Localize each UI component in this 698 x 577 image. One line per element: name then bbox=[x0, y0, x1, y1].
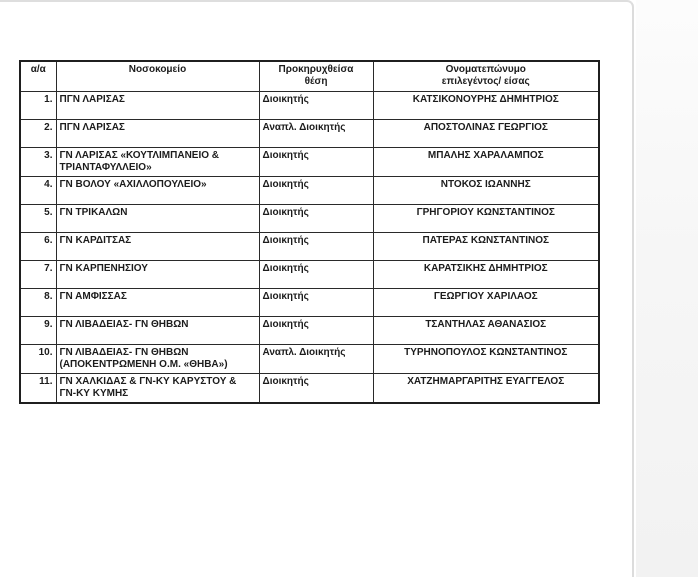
position-cell: Διοικητής bbox=[259, 204, 373, 232]
table-row bbox=[20, 373, 599, 403]
row-number-cell: 5. bbox=[20, 204, 56, 232]
row-number-cell: 10. bbox=[20, 344, 56, 373]
name-cell: ΑΠΟΣΤΟΛΙΝΑΣ ΓΕΩΡΓΙΟΣ bbox=[373, 119, 599, 147]
hospital-cell: ΓΝ ΤΡΙΚΑΛΩΝ bbox=[56, 204, 259, 232]
header-index-label: α/α bbox=[30, 64, 46, 75]
position-cell: Διοικητής bbox=[259, 260, 373, 288]
row-number-cell: 9. bbox=[20, 316, 56, 344]
name-cell: ΝΤΟΚΟΣ ΙΩΑΝΝΗΣ bbox=[373, 176, 599, 204]
hospital-cell: ΓΝ ΚΑΡΔΙΤΣΑΣ bbox=[56, 232, 259, 260]
table-row bbox=[20, 316, 599, 344]
header-cell-position: Προκηρυχθείσα θέση bbox=[259, 61, 373, 91]
name-cell: ΚΑΡΑΤΣΙΚΗΣ ΔΗΜΗΤΡΙΟΣ bbox=[373, 260, 599, 288]
table-row bbox=[20, 91, 599, 119]
row-number-cell: 6. bbox=[20, 232, 56, 260]
header-name-label: Ονοματεπώνυμο bbox=[445, 64, 526, 75]
name-cell: ΚΑΤΣΙΚΟΝΟΥΡΗΣ ΔΗΜΗΤΡΙΟΣ bbox=[373, 91, 599, 119]
hospital-cell: ΠΓΝ ΛΑΡΙΣΑΣ bbox=[56, 119, 259, 147]
table-header-row bbox=[20, 61, 599, 91]
name-cell: ΤΣΑΝΤΗΛΑΣ ΑΘΑΝΑΣΙΟΣ bbox=[373, 316, 599, 344]
position-cell: Διοικητής bbox=[259, 147, 373, 176]
hospital-cell: ΓΝ ΛΙΒΑΔΕΙΑΣ- ΓΝ ΘΗΒΩΝ bbox=[56, 316, 259, 344]
row-number-cell: 2. bbox=[20, 119, 56, 147]
name-cell: ΠΑΤΕΡΑΣ ΚΩΝΣΤΑΝΤΙΝΟΣ bbox=[373, 232, 599, 260]
table-row bbox=[20, 119, 599, 147]
name-cell: ΓΕΩΡΓΙΟΥ ΧΑΡΙΛΑΟΣ bbox=[373, 288, 599, 316]
position-cell: Διοικητής bbox=[259, 316, 373, 344]
name-cell: ΤΥΡΗΝΟΠΟΥΛΟΣ ΚΩΝΣΤΑΝΤΙΝΟΣ bbox=[373, 344, 599, 373]
row-number-cell: 11. bbox=[20, 373, 56, 403]
hospital-cell: ΠΓΝ ΛΑΡΙΣΑΣ bbox=[56, 91, 259, 119]
name-cell: ΧΑΤΖΗΜΑΡΓΑΡΙΤΗΣ ΕΥΑΓΓΕΛΟΣ bbox=[373, 373, 599, 403]
position-cell: Αναπλ. Διοικητής bbox=[259, 119, 373, 147]
hospital-cell: ΓΝ ΧΑΛΚΙΔΑΣ & ΓΝ-ΚΥ ΚΑΡΥΣΤΟΥ & ΓΝ-ΚΥ ΚΥΜΗΣ bbox=[56, 373, 259, 403]
header-hospital-label: Νοσοκομείο bbox=[128, 64, 187, 75]
table-row bbox=[20, 288, 599, 316]
row-number-cell: 1. bbox=[20, 91, 56, 119]
row-number-cell: 7. bbox=[20, 260, 56, 288]
hospital-cell: ΓΝ ΛΙΒΑΔΕΙΑΣ- ΓΝ ΘΗΒΩΝ (ΑΠΟΚΕΝΤΡΩΜΕΝΗ Ο.Μ. «ΘΗΒΑ») bbox=[56, 344, 259, 373]
table-row bbox=[20, 176, 599, 204]
hospital-cell: ΓΝ ΚΑΡΠΕΝΗΣΙΟΥ bbox=[56, 260, 259, 288]
appointments-table bbox=[19, 60, 600, 404]
table-row bbox=[20, 344, 599, 373]
hospital-cell: ΓΝ ΛΑΡΙΣΑΣ «ΚΟΥΤΛΙΜΠΑΝΕΙΟ & ΤΡΙΑΝΤΑΦΥΛΛΕΙΟ» bbox=[56, 147, 259, 176]
table-row bbox=[20, 260, 599, 288]
table-row bbox=[20, 204, 599, 232]
position-cell: Διοικητής bbox=[259, 176, 373, 204]
header-cell-index bbox=[20, 61, 56, 91]
row-number-cell: 8. bbox=[20, 288, 56, 316]
position-cell: Διοικητής bbox=[259, 91, 373, 119]
table-row bbox=[20, 147, 599, 176]
table-body bbox=[20, 91, 599, 403]
hospital-cell: ΓΝ ΑΜΦΙΣΣΑΣ bbox=[56, 288, 259, 316]
hospital-cell: ΓΝ ΒΟΛΟΥ «ΑΧΙΛΛΟΠΟΥΛΕΙΟ» bbox=[56, 176, 259, 204]
table-row bbox=[20, 232, 599, 260]
name-cell: ΓΡΗΓΟΡΙΟΥ ΚΩΝΣΤΑΝΤΙΝΟΣ bbox=[373, 204, 599, 232]
page-outside-background bbox=[636, 0, 698, 577]
row-number-cell: 3. bbox=[20, 147, 56, 176]
row-number-cell: 4. bbox=[20, 176, 56, 204]
header-position-label: Προκηρυχθείσα bbox=[278, 64, 354, 75]
position-cell: Διοικητής bbox=[259, 232, 373, 260]
position-cell: Διοικητής bbox=[259, 288, 373, 316]
name-cell: ΜΠΑΛΗΣ ΧΑΡΑΛΑΜΠΟΣ bbox=[373, 147, 599, 176]
position-cell: Διοικητής bbox=[259, 373, 373, 403]
header-cell-name: Ονοματεπώνυμο επιλεγέντος/ είσας bbox=[373, 61, 599, 91]
header-cell-hospital bbox=[56, 61, 259, 91]
table-header bbox=[20, 61, 599, 91]
position-cell: Αναπλ. Διοικητής bbox=[259, 344, 373, 373]
